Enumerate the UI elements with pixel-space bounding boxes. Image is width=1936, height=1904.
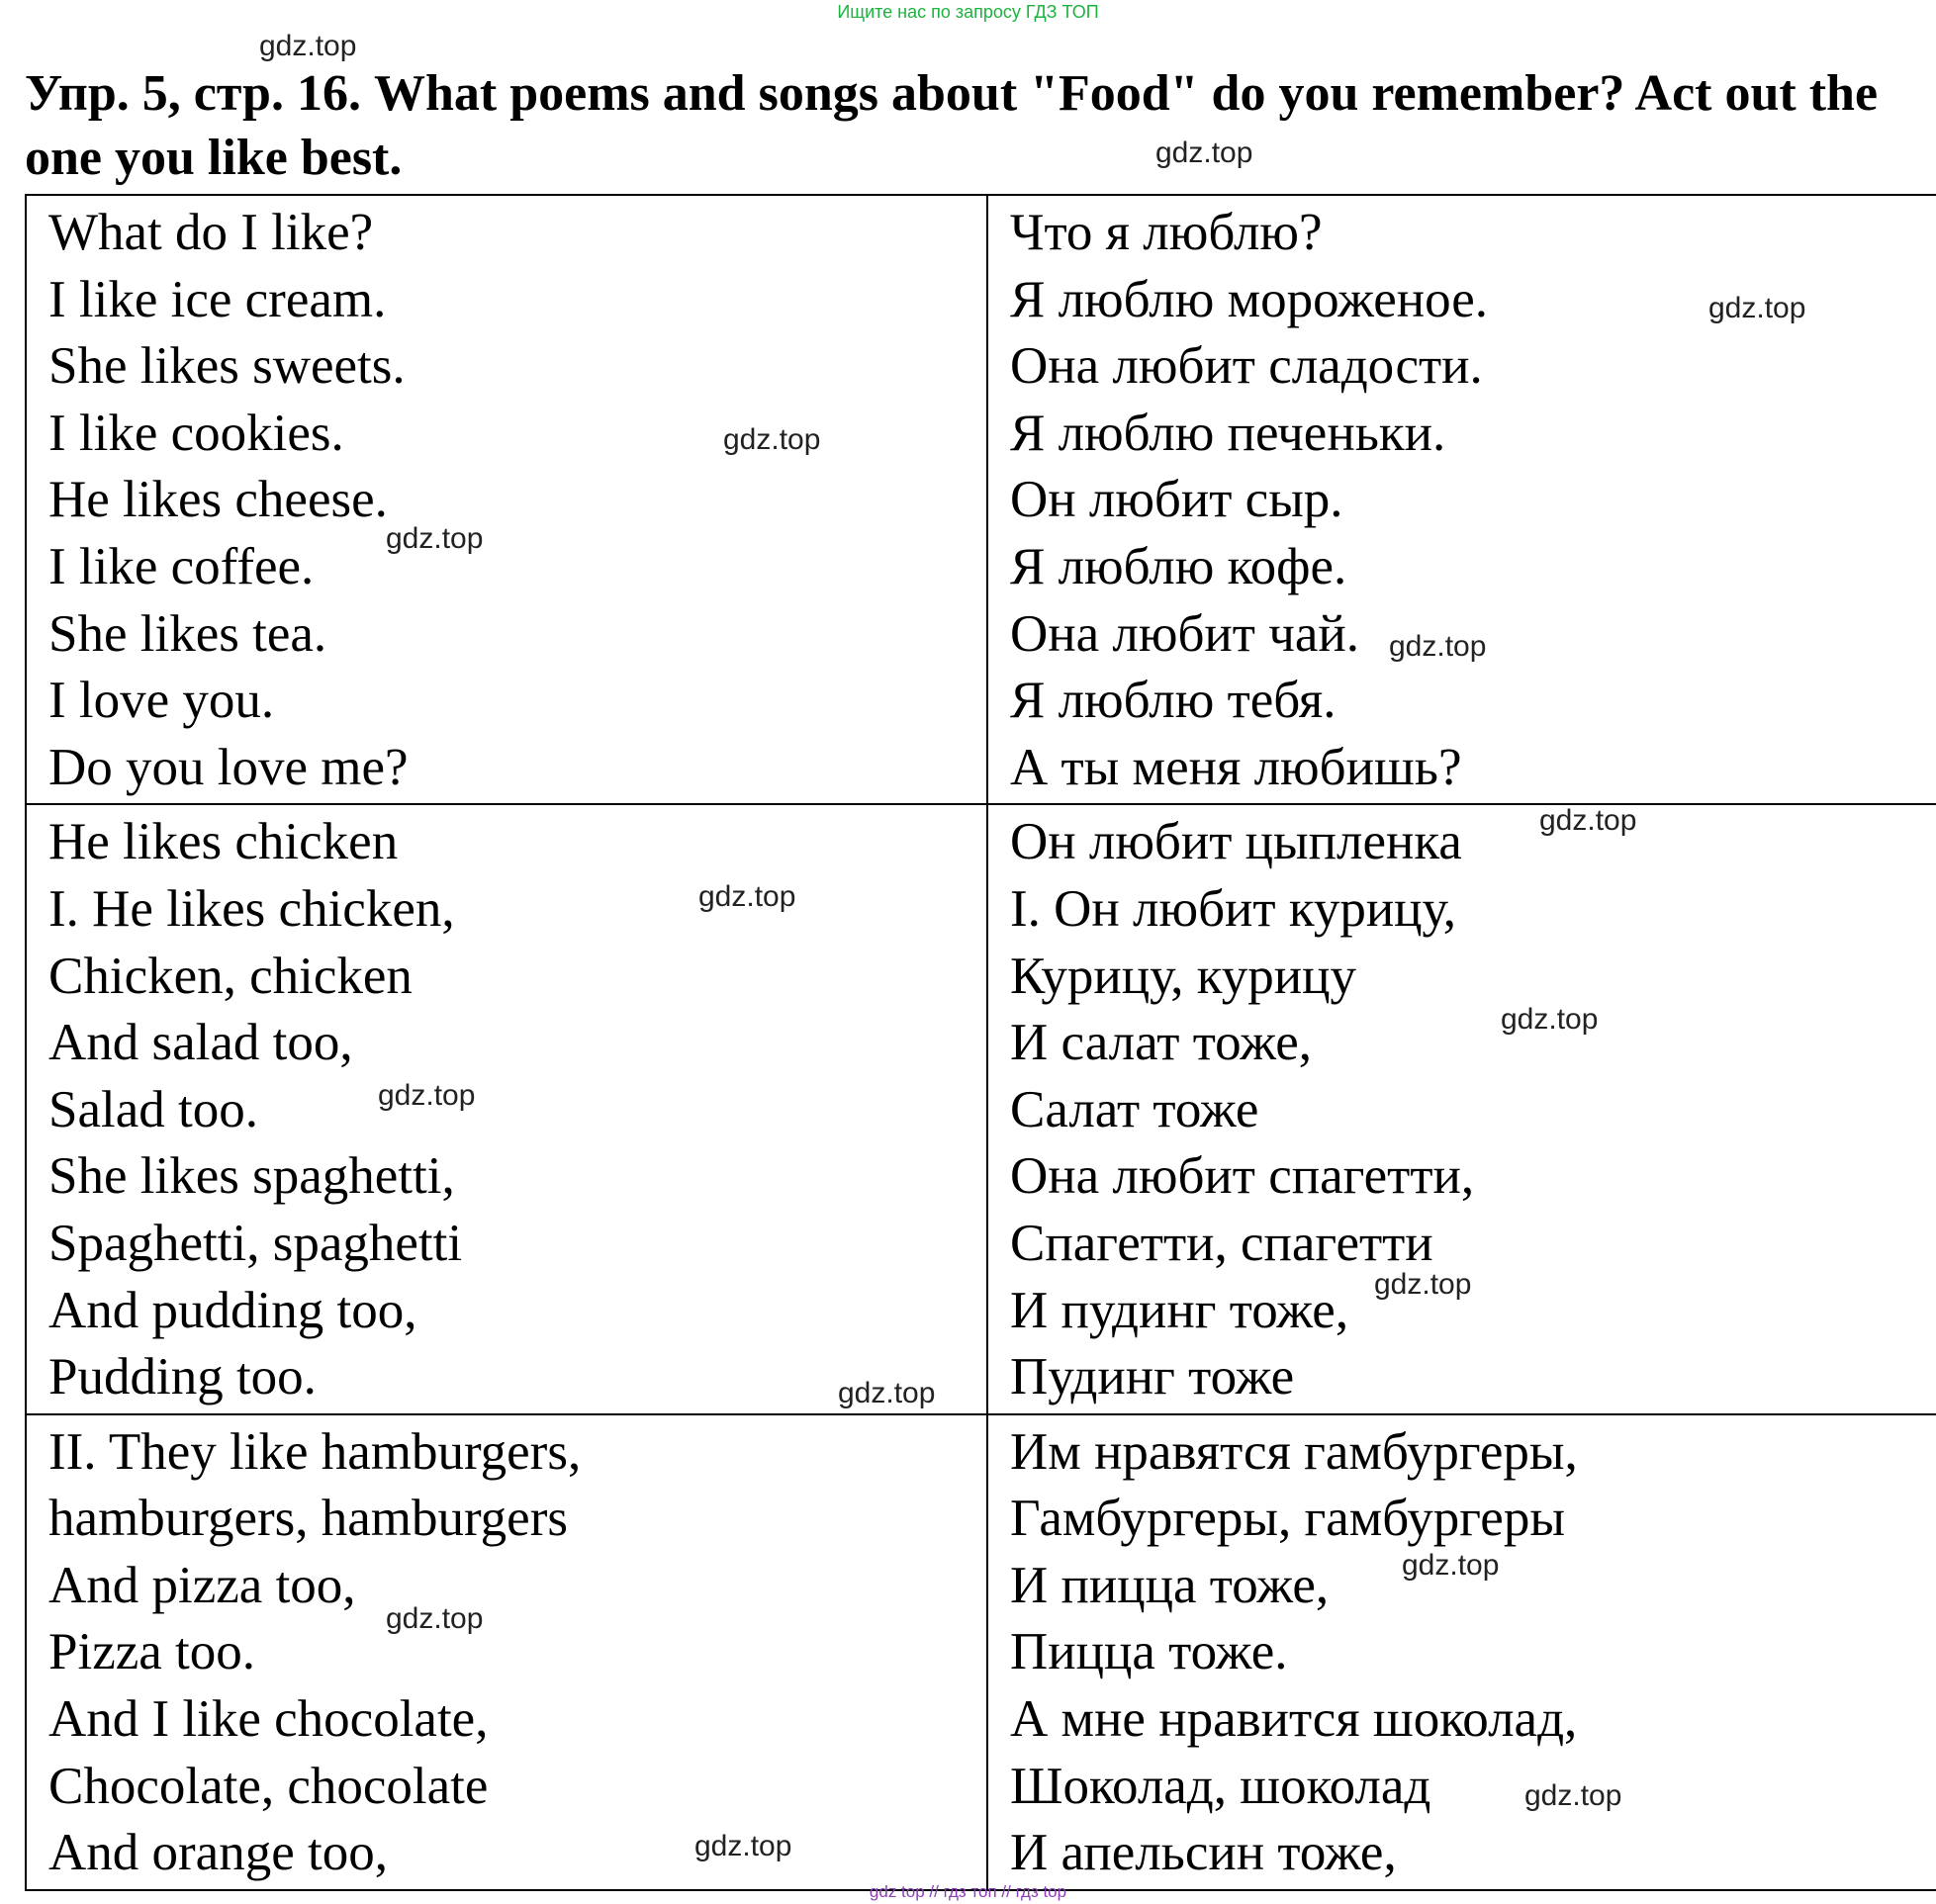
poem-line: Pizza too. xyxy=(48,1623,255,1681)
russian-cell xyxy=(987,195,1936,804)
translation-line: Салат тоже xyxy=(1010,1080,1259,1138)
watermark: gdz.top xyxy=(694,1830,792,1862)
poem-line: And orange too, xyxy=(48,1824,388,1882)
watermark: gdz.top xyxy=(386,522,484,555)
watermark: gdz.top xyxy=(1501,1003,1599,1036)
watermark: gdz.top xyxy=(1539,804,1637,837)
poem-line: Salad too. xyxy=(48,1080,258,1138)
watermark: gdz.top xyxy=(1402,1549,1500,1582)
poem-line: And pudding too, xyxy=(48,1281,417,1339)
translation-line: Пицца тоже. xyxy=(1010,1623,1288,1681)
watermark: gdz.top xyxy=(378,1079,476,1112)
watermark: gdz.top xyxy=(1708,292,1806,324)
watermark: gdz.top xyxy=(259,30,357,62)
translation-line: Пудинг тоже xyxy=(1010,1348,1295,1406)
translation-line: Она любит сладости. xyxy=(1010,337,1483,396)
poem-line: Do you love me? xyxy=(48,738,409,796)
translation-line: И пудинг тоже, xyxy=(1010,1281,1349,1339)
poem-line: Chocolate, chocolate xyxy=(48,1757,489,1815)
poem-line: He likes chicken xyxy=(48,813,399,871)
poem-line: I. He likes chicken, xyxy=(48,879,455,938)
english-cell xyxy=(26,195,987,804)
english-cell xyxy=(26,1414,987,1890)
poem-line: hamburgers, hamburgers xyxy=(48,1490,568,1548)
translation-line: Курицу, курицу xyxy=(1010,947,1357,1005)
translation-line: Шоколад, шоколад xyxy=(1010,1757,1431,1815)
translation-line: Что я люблю? xyxy=(1010,204,1323,261)
translation-line: Она любит спагетти, xyxy=(1010,1147,1475,1206)
table-row xyxy=(26,195,1936,804)
watermark: gdz.top xyxy=(1524,1779,1622,1812)
poem-line: What do I like? xyxy=(48,204,374,261)
exercise-title: Упр. 5, стр. 16. What poems and songs about "Food" do you remember? Act out the one you like best. xyxy=(25,65,1879,186)
translation-line: Я люблю мороженое. xyxy=(1010,270,1489,328)
watermark: gdz.top xyxy=(1374,1268,1472,1301)
translation-line: Спагетти, спагетти xyxy=(1010,1214,1433,1272)
poem-line: I like cookies. xyxy=(48,404,344,462)
translation-line: Я люблю тебя. xyxy=(1010,672,1337,730)
poem-line: I like ice cream. xyxy=(48,270,387,328)
translation-line: Он любит цыпленка xyxy=(1010,813,1462,871)
translation-line: И апельсин тоже, xyxy=(1010,1824,1397,1882)
translation-line: А мне нравится шоколад, xyxy=(1010,1690,1578,1749)
poem-line: And salad too, xyxy=(48,1014,353,1072)
poem-line: II. They like hamburgers, xyxy=(48,1422,582,1481)
poem-line: He likes cheese. xyxy=(48,471,388,529)
top-banner: Ищите нас по запросу ГДЗ ТОП xyxy=(837,2,1099,22)
poem-line: She likes spaghetti, xyxy=(48,1147,455,1206)
poem-line: Chicken, chicken xyxy=(48,947,413,1005)
watermark: gdz.top xyxy=(698,880,796,913)
russian-cell xyxy=(987,1414,1936,1890)
poem-line: Pudding too. xyxy=(48,1348,317,1406)
translation-line: И пицца тоже, xyxy=(1010,1556,1330,1614)
translation-line: И салат тоже, xyxy=(1010,1014,1313,1072)
translation-line: Им нравятся гамбургеры, xyxy=(1010,1422,1578,1481)
poem-line: I love you. xyxy=(48,672,275,730)
translation-line: I. Он любит курицу, xyxy=(1010,879,1456,938)
poem-translation-table xyxy=(25,194,1936,1891)
translation-line: Он любит сыр. xyxy=(1010,471,1343,529)
poem-line: And I like chocolate, xyxy=(48,1690,489,1749)
footer-watermark: gdz top // гдз топ // гдз top xyxy=(869,1882,1067,1901)
watermark: gdz.top xyxy=(1155,136,1253,169)
watermark: gdz.top xyxy=(723,423,821,456)
translation-line: Она любит чай. xyxy=(1010,604,1359,663)
poem-line: She likes sweets. xyxy=(48,337,406,396)
table-row xyxy=(26,1414,1936,1890)
table-row xyxy=(26,804,1936,1413)
watermark: gdz.top xyxy=(1389,630,1487,663)
watermark: gdz.top xyxy=(386,1602,484,1635)
russian-cell xyxy=(987,804,1936,1413)
translation-line: Я люблю печеньки. xyxy=(1010,404,1446,462)
poem-line: And pizza too, xyxy=(48,1556,356,1614)
translation-line: А ты меня любишь? xyxy=(1010,738,1462,796)
translation-line: Гамбургеры, гамбургеры xyxy=(1010,1490,1565,1548)
english-cell xyxy=(26,804,987,1413)
poem-line: I like coffee. xyxy=(48,537,315,595)
watermark: gdz.top xyxy=(838,1377,936,1409)
poem-line: Spaghetti, spaghetti xyxy=(48,1214,463,1272)
translation-line: Я люблю кофе. xyxy=(1010,537,1347,595)
poem-line: She likes tea. xyxy=(48,604,327,663)
